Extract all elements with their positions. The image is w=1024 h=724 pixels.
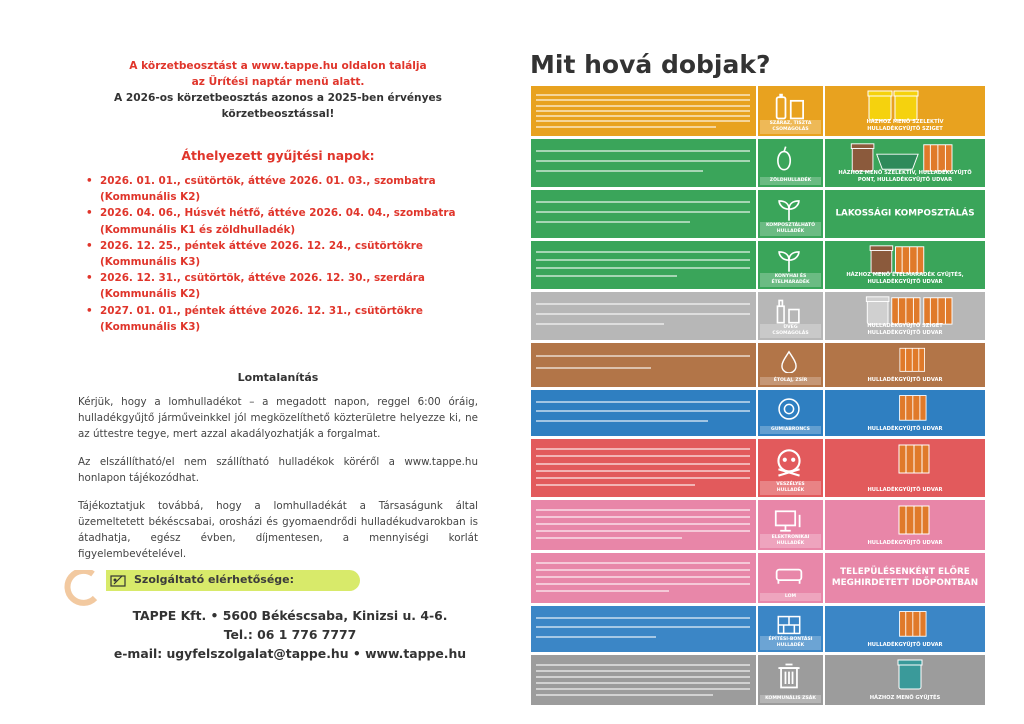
- collection-bins-icon: [829, 345, 979, 373]
- skull-icon: [770, 445, 808, 483]
- guide-row: [531, 606, 985, 652]
- text-line-placeholder: [536, 484, 695, 486]
- notice-line-2: az Ürítési naptár menü alatt.: [191, 76, 365, 88]
- guide-row-description: [531, 139, 756, 187]
- bulky-waste-title: Lomtalanítás: [237, 371, 319, 385]
- guide-row-description: [531, 500, 756, 550]
- guide-row-category: [756, 606, 823, 652]
- destination-label: HULLADÉKGYŰJTŐ UDVAR: [867, 377, 943, 383]
- guide-row-category: [756, 139, 823, 187]
- list-item: • 2026. 01. 01., csütörtök, áttéve 2026. 01. 03., szombatra (Kommunális K2): [90, 173, 478, 205]
- company-address: TAPPE Kft. • 5600 Békéscsaba, Kinizsi u. 4-6.: [132, 608, 448, 623]
- text-line-placeholder: [536, 694, 713, 696]
- collection-bins-icon: [829, 502, 979, 536]
- guide-row: [531, 553, 985, 603]
- text-line-placeholder: [536, 99, 750, 101]
- contact-card-icon: [110, 573, 126, 587]
- text-line-placeholder: [536, 569, 750, 571]
- guide-row-description: [531, 553, 756, 603]
- sofa-icon: [770, 559, 808, 589]
- guide-row: [531, 241, 985, 289]
- category-label: ZÖLDHULLADÉK: [760, 177, 821, 185]
- text-line-placeholder: [536, 576, 750, 578]
- category-label: GUMIABRONCS: [760, 426, 821, 434]
- text-line-placeholder: [536, 636, 656, 638]
- tire-icon: [770, 396, 808, 422]
- guide-row: [531, 500, 985, 550]
- collection-bins-icon: [829, 294, 979, 326]
- text-line-placeholder: [536, 448, 750, 450]
- category-label: SZÁRAZ, TISZTA CSOMAGOLÁS: [760, 120, 821, 134]
- category-label: VESZÉLYES HULLADÉK: [760, 481, 821, 495]
- text-line-placeholder: [536, 523, 750, 525]
- text-line-placeholder: [536, 477, 750, 479]
- text-line-placeholder: [536, 688, 750, 690]
- guide-row: [531, 86, 985, 136]
- text-line-placeholder: [536, 530, 750, 532]
- text-line-placeholder: [536, 160, 750, 162]
- guide-row-description: [531, 655, 756, 705]
- text-line-placeholder: [536, 664, 750, 666]
- guide-row-destination: [823, 190, 985, 238]
- collection-bins-icon: [829, 657, 979, 691]
- guide-row-description: [531, 439, 756, 497]
- text-line-placeholder: [536, 94, 750, 96]
- apple-icon: [770, 145, 808, 173]
- list-item: • 2026. 12. 31., csütörtök, áttéve 2026. 12. 30., szerdára (Kommunális K2): [90, 270, 478, 302]
- guide-row-destination: [823, 606, 985, 652]
- company-logo-icon: [63, 570, 99, 606]
- guide-row-category: [756, 390, 823, 436]
- text-line-placeholder: [536, 420, 708, 422]
- guide-row-description: [531, 241, 756, 289]
- text-line-placeholder: [536, 170, 703, 172]
- category-label: ELEKTRONIKAI HULLADÉK: [760, 534, 821, 548]
- text-line-placeholder: [536, 115, 750, 117]
- guide-row: [531, 139, 985, 187]
- destination-label: TELEPÜLÉSENKÉNT ELŐRE MEGHIRDETETT IDŐPONTBAN: [831, 567, 979, 588]
- bottle-icon: [770, 92, 808, 122]
- drop-icon: [770, 349, 808, 373]
- category-label: KOMMUNÁLIS ZSÁK: [760, 695, 821, 703]
- waste-guide-table: [531, 86, 985, 708]
- text-line-placeholder: [536, 509, 750, 511]
- guide-row: [531, 292, 985, 340]
- district-notice: [78, 58, 478, 122]
- moved-days-list: [78, 173, 478, 335]
- guide-row-destination: [823, 390, 985, 436]
- text-line-placeholder: [536, 583, 750, 585]
- text-line-placeholder: [536, 590, 669, 592]
- text-line-placeholder: [536, 275, 677, 277]
- company-phone: Tel.: 06 1 776 7777: [223, 627, 357, 642]
- collection-bins-icon: [829, 441, 979, 483]
- bulky-paragraph-2: Az elszállítható/el nem szállítható hulladékok köréről a www.tappe.hu honlapon tájékozódhat.: [78, 456, 478, 485]
- guide-row: [531, 343, 985, 387]
- collection-bins-icon: [829, 392, 979, 422]
- text-line-placeholder: [536, 221, 690, 223]
- notice-line-3: A 2026-os körzetbeosztás azonos a 2025-ben érvényes körzetbeosztással!: [113, 92, 442, 120]
- guide-row-category: [756, 86, 823, 136]
- destination-label: LAKOSSÁGI KOMPOSZTÁLÁS: [835, 208, 975, 219]
- text-line-placeholder: [536, 150, 750, 152]
- guide-row: [531, 190, 985, 238]
- guide-row-description: [531, 292, 756, 340]
- text-line-placeholder: [536, 670, 750, 672]
- guide-row-destination: [823, 343, 985, 387]
- guide-row-description: [531, 86, 756, 136]
- guide-row-category: [756, 343, 823, 387]
- contact-label: Szolgáltató elérhetősége:: [134, 573, 295, 586]
- text-line-placeholder: [536, 470, 750, 472]
- tv-icon: [770, 506, 808, 536]
- notice-line-1: A körzetbeosztást a www.tappe.hu oldalon találja: [129, 60, 427, 72]
- guide-row-destination: [823, 292, 985, 340]
- list-item: • 2027. 01. 01., péntek áttéve 2026. 12. 31., csütörtökre (Kommunális K3): [90, 303, 478, 335]
- text-line-placeholder: [536, 126, 716, 128]
- text-line-placeholder: [536, 562, 750, 564]
- category-label: ÉTOLAJ, ZSÍR: [760, 377, 821, 385]
- guide-row-destination: [823, 439, 985, 497]
- text-line-placeholder: [536, 110, 750, 112]
- text-line-placeholder: [536, 516, 750, 518]
- category-label: ÜVEG CSOMAGOLÁS: [760, 324, 821, 338]
- text-line-placeholder: [536, 676, 750, 678]
- destination-label: HÁZHOZ MENŐ GYŰJTÉS: [869, 695, 941, 701]
- text-line-placeholder: [536, 626, 750, 628]
- sprout-icon: [770, 196, 808, 224]
- guide-row-category: [756, 241, 823, 289]
- sprout-icon: [770, 247, 808, 275]
- guide-row-destination: [823, 86, 985, 136]
- company-email-web: e-mail: ugyfelszolgalat@tappe.hu • www.tappe.hu: [113, 646, 467, 661]
- guide-row-description: [531, 190, 756, 238]
- guide-row-destination: [823, 553, 985, 603]
- destination-label: HULLADÉKGYŰJTŐ SZIGET HULLADÉKGYŰJTŐ UDVAR: [867, 323, 943, 336]
- text-line-placeholder: [536, 455, 750, 457]
- text-line-placeholder: [536, 259, 750, 261]
- text-line-placeholder: [536, 463, 750, 465]
- text-line-placeholder: [536, 303, 750, 305]
- text-line-placeholder: [536, 537, 682, 539]
- destination-label: HULLADÉKGYŰJTŐ UDVAR: [867, 487, 943, 493]
- list-item: • 2026. 04. 06., Húsvét hétfő, áttéve 2026. 04. 04., szombatra (Kommunális K1 és zöldhulladék): [90, 205, 478, 237]
- category-label: ÉPÍTÉSI-BONTÁSI HULLADÉK: [760, 636, 821, 650]
- guide-row-destination: [823, 139, 985, 187]
- destination-label: HÁZHOZ MENŐ ÉTELMARADÉK GYŰJTÉS, HULLADÉKGYŰJTŐ UDVAR: [846, 272, 964, 285]
- guide-row-description: [531, 606, 756, 652]
- text-line-placeholder: [536, 313, 750, 315]
- category-label: KONYHAI ÉS ÉTELMARADÉK: [760, 273, 821, 287]
- text-line-placeholder: [536, 367, 651, 369]
- guide-row: [531, 439, 985, 497]
- guide-row-description: [531, 390, 756, 436]
- text-line-placeholder: [536, 410, 750, 412]
- collection-bins-icon: [829, 141, 979, 173]
- destination-label: HULLADÉKGYŰJTŐ UDVAR: [867, 426, 943, 432]
- destination-label: HULLADÉKGYŰJTŐ UDVAR: [867, 540, 943, 546]
- destination-label: HULLADÉKGYŰJTŐ UDVAR: [867, 642, 943, 648]
- guide-row-category: [756, 500, 823, 550]
- text-line-placeholder: [536, 211, 750, 213]
- bricks-icon: [770, 612, 808, 638]
- text-line-placeholder: [536, 323, 664, 325]
- text-line-placeholder: [536, 682, 750, 684]
- guide-row-description: [531, 343, 756, 387]
- text-line-placeholder: [536, 355, 750, 357]
- guide-row: [531, 655, 985, 705]
- text-line-placeholder: [536, 267, 750, 269]
- contact-block: [60, 562, 480, 672]
- bulky-paragraph-1: Kérjük, hogy a lomhulladékot – a megadott napon, reggel 6:00 óráig, hulladékgyűjtő járműveinkkel jól megközelíthető közterületre helyezze ki, ne az úttestre tegye, mert azzal akadályozhatják a forgalmat.: [78, 396, 478, 441]
- left-column: [78, 58, 478, 574]
- guide-row-category: [756, 439, 823, 497]
- contact-label-pill: [106, 570, 360, 591]
- guide-row-category: [756, 292, 823, 340]
- destination-label: HÁZHOZ MENŐ SZELEKTÍV, HULLADÉKGYŰJTŐ PONT, HULLADÉKGYŰJTŐ UDVAR: [838, 170, 972, 183]
- guide-row-category: [756, 655, 823, 705]
- guide-row: [531, 390, 985, 436]
- text-line-placeholder: [536, 105, 750, 107]
- list-item: • 2026. 12. 25., péntek áttéve 2026. 12. 24., csütörtökre (Kommunális K3): [90, 238, 478, 270]
- trash-icon: [770, 661, 808, 691]
- guide-title: Mit hová dobjak?: [530, 50, 771, 79]
- bulky-paragraph-3: Tájékoztatjuk továbbá, hogy a lomhulladékát a Társaságunk által üzemeltetett békéscsabai, orosházi és gyomaendrődi hulladékudvarokban is átadhatja, egész évben, díjmentesen, a mennyiségi korlát figyelembevételével.: [78, 500, 478, 561]
- text-line-placeholder: [536, 201, 750, 203]
- collection-bins-icon: [829, 88, 979, 122]
- collection-bins-icon: [829, 608, 979, 638]
- guide-row-category: [756, 553, 823, 603]
- text-line-placeholder: [536, 401, 750, 403]
- text-line-placeholder: [536, 617, 750, 619]
- guide-row-destination: [823, 241, 985, 289]
- guide-row-destination: [823, 655, 985, 705]
- guide-row-destination: [823, 500, 985, 550]
- moved-days-title: Áthelyezett gyűjtési napok:: [181, 148, 375, 163]
- category-label: LOM: [760, 593, 821, 601]
- text-line-placeholder: [536, 120, 750, 122]
- text-line-placeholder: [536, 251, 750, 253]
- collection-bins-icon: [829, 243, 979, 275]
- glass-icon: [770, 298, 808, 326]
- guide-row-category: [756, 190, 823, 238]
- destination-label: HÁZHOZ MENŐ SZELEKTÍV HULLADÉKGYŰJTŐ SZIGET: [866, 119, 944, 132]
- category-label: KOMPOSZTÁLHATÓ HULLADÉK: [760, 222, 821, 236]
